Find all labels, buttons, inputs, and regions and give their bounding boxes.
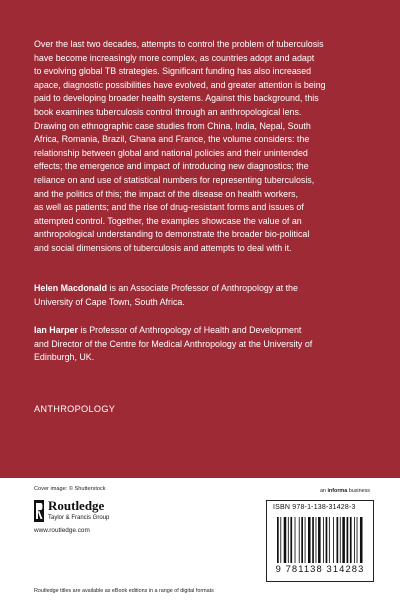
description-line: effects; the emergence and impact of introducing new diagnostics; the xyxy=(34,161,309,172)
description-line: and the politics of this; the impact of the disease on health workers, xyxy=(34,188,298,199)
description-line: as well as patients; and the rise of drug-resistant forms and issues of xyxy=(34,202,304,213)
description-line: book examines tuberculosis control through an anthropological lens. xyxy=(34,106,302,117)
description-line: have become increasingly more complex, as countries adopt and adapt xyxy=(34,52,315,63)
author-name: Ian Harper xyxy=(34,325,78,335)
barcode-icon xyxy=(277,517,367,563)
bio-text: University of Cape Town, South Africa. xyxy=(34,296,185,307)
informa-tagline: an informa business xyxy=(319,488,370,494)
publisher-name: Routledge xyxy=(48,498,105,513)
bio-text: is an Associate Professor of Anthropology at the xyxy=(107,283,298,293)
description-line: relationship between global and national policies and their unintended xyxy=(34,147,308,158)
description-line: Drawing on ethnographic case studies from China, India, Nepal, South xyxy=(34,120,311,131)
publisher-website: www.routledge.com xyxy=(34,527,90,534)
bio-text: and Director of the Centre for Medical Anthropology at the University of xyxy=(34,338,313,349)
description-line: to evolving global TB strategies. Significant funding has also increased xyxy=(34,66,312,77)
description-line: reliance on and use of statistical numbers for representing tuberculosis, xyxy=(34,174,315,185)
description-line: apace, diagnostic possibilities have evolved, and greater attention is being xyxy=(34,79,326,90)
barcode-number: 9 781138 314283 xyxy=(275,563,365,574)
imprint-strip xyxy=(0,478,400,600)
ebook-note: Routledge titles are available as eBook editions in a range of digital formats xyxy=(34,588,214,594)
isbn-label: ISBN 978-1-138-31428-3 xyxy=(273,504,356,511)
subject-category: ANTHROPOLOGY xyxy=(34,404,116,414)
bio-text: Edinburgh, UK. xyxy=(34,352,95,363)
isbn-barcode-box xyxy=(266,500,374,582)
cover-credit: Cover image: © Shutterstock xyxy=(34,486,106,492)
description-line: Over the last two decades, attempts to control the problem of tuberculosis xyxy=(34,39,324,49)
description-line: attempted control. Together, the examples showcase the value of an xyxy=(34,215,302,226)
author-bio-macdonald xyxy=(34,282,370,309)
book-description xyxy=(34,38,370,256)
bio-text: is Professor of Anthropology of Health and Development xyxy=(77,325,302,335)
publisher-group: Taylor & Francis Group xyxy=(48,515,110,521)
description-line: and social dimensions of tuberculosis and attempts to deal with it. xyxy=(34,242,292,253)
description-line: paid to developing broader health systems. Against this background, this xyxy=(34,93,319,104)
author-bio-harper xyxy=(34,324,370,365)
description-line: anthropological understanding to demonstrate the broader bio-political xyxy=(34,229,310,240)
routledge-r-icon xyxy=(34,500,44,522)
description-line: Africa, Romania, Brazil, Ghana and France, the volume considers: the xyxy=(34,134,310,145)
author-name: Helen Macdonald xyxy=(34,283,107,293)
